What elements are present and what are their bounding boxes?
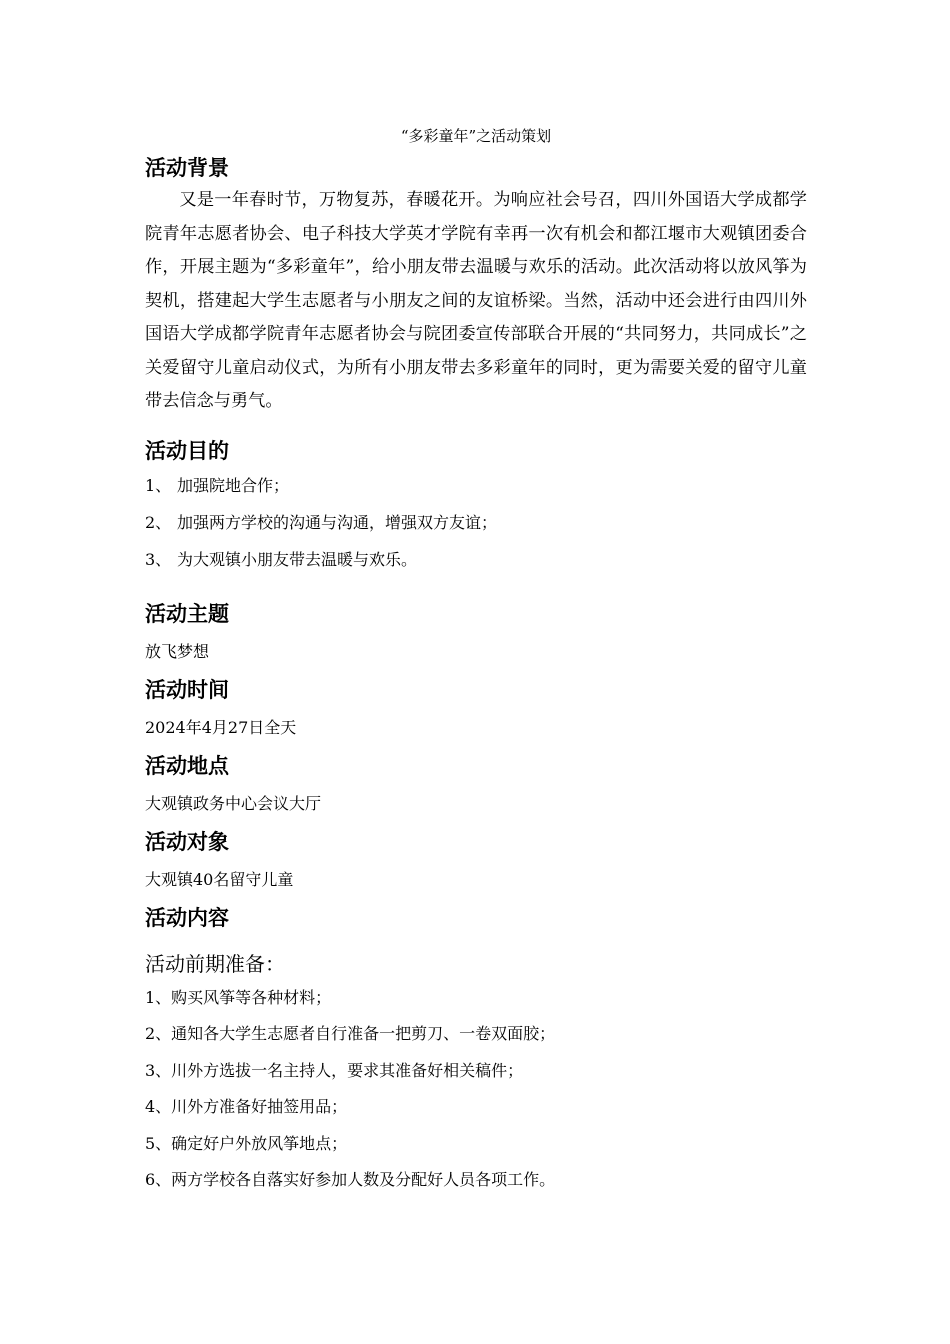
target-text: 大观镇40名留守儿童 <box>145 869 294 889</box>
location-text: 大观镇政务中心会议大厅 <box>145 793 322 813</box>
heading-content: 活动内容 <box>145 905 229 930</box>
heading-target: 活动对象 <box>145 829 229 854</box>
section-time <box>145 674 807 744</box>
list-item: 1、购买风筝等各种材料； <box>145 987 332 1007</box>
section-theme <box>145 598 807 668</box>
background-paragraph: 又是一年春时节，万物复苏，春暖花开。为响应社会号召，四川外国语大学成都学院青年志愿者协会、电子科技大学英才学院有幸再一次有机会和都江堰市大观镇团委合作，开展主题为“多彩童年”，给小朋友带去温暖与欢乐的活动。此次活动将以放风筝为契机，搭建起大学生志愿者与小朋友之间的友谊桥梁。当然，活动中还会进行由四川外国语大学成都学院青年志愿者协会与院团委宣传部联合开展的“共同努力，共同成长”之关爱留守儿童启动仪式，为所有小朋友带去多彩童年的同时，更为需要关爱的留守儿童带去信念与勇气。 <box>145 190 807 411</box>
list-item <box>145 467 807 504</box>
list-item: 2、通知各大学生志愿者自行准备一把剪刀、一卷双面胶； <box>145 1024 556 1043</box>
list-item: 3、川外方选拔一名主持人，要求其准备好相关稿件； <box>145 1060 524 1080</box>
heading-theme: 活动主题 <box>145 601 229 626</box>
list-item: 4、川外方准备好抽签用品； <box>145 1097 348 1116</box>
list-item-number: 1、 <box>145 475 172 495</box>
section-location <box>145 750 807 820</box>
list-item-number: 3、 <box>145 549 172 569</box>
heading-background: 活动背景 <box>145 156 229 180</box>
heading-time: 活动时间 <box>145 677 229 702</box>
list-item: 5、确定好户外放风筝地点； <box>145 1133 348 1153</box>
section-content <box>145 902 807 1199</box>
heading-purpose: 活动目的 <box>145 438 229 463</box>
section-purpose <box>145 435 807 578</box>
heading-location: 活动地点 <box>145 753 229 778</box>
list-item-text: 加强院地合作； <box>177 475 290 495</box>
document-title: “多彩童年”之活动策划 <box>400 127 552 145</box>
time-text: 2024年4月27日全天 <box>145 717 297 737</box>
list-item: 6、两方学校各自落实好参加人数及分配好人员各项工作。 <box>145 1170 556 1189</box>
section-background <box>145 152 807 419</box>
list-item <box>145 504 807 541</box>
theme-text: 放飞梦想 <box>145 641 210 661</box>
prep-heading: 活动前期准备： <box>145 951 285 976</box>
list-item-text: 为大观镇小朋友带去温暖与欢乐。 <box>177 549 418 569</box>
section-target <box>145 826 807 896</box>
prep-list <box>145 980 807 1199</box>
purpose-list <box>145 467 807 578</box>
list-item <box>145 541 807 578</box>
list-item-number: 2、 <box>145 512 172 532</box>
document-content <box>145 124 807 1199</box>
list-item-text: 加强两方学校的沟通与沟通，增强双方友谊； <box>177 512 498 532</box>
